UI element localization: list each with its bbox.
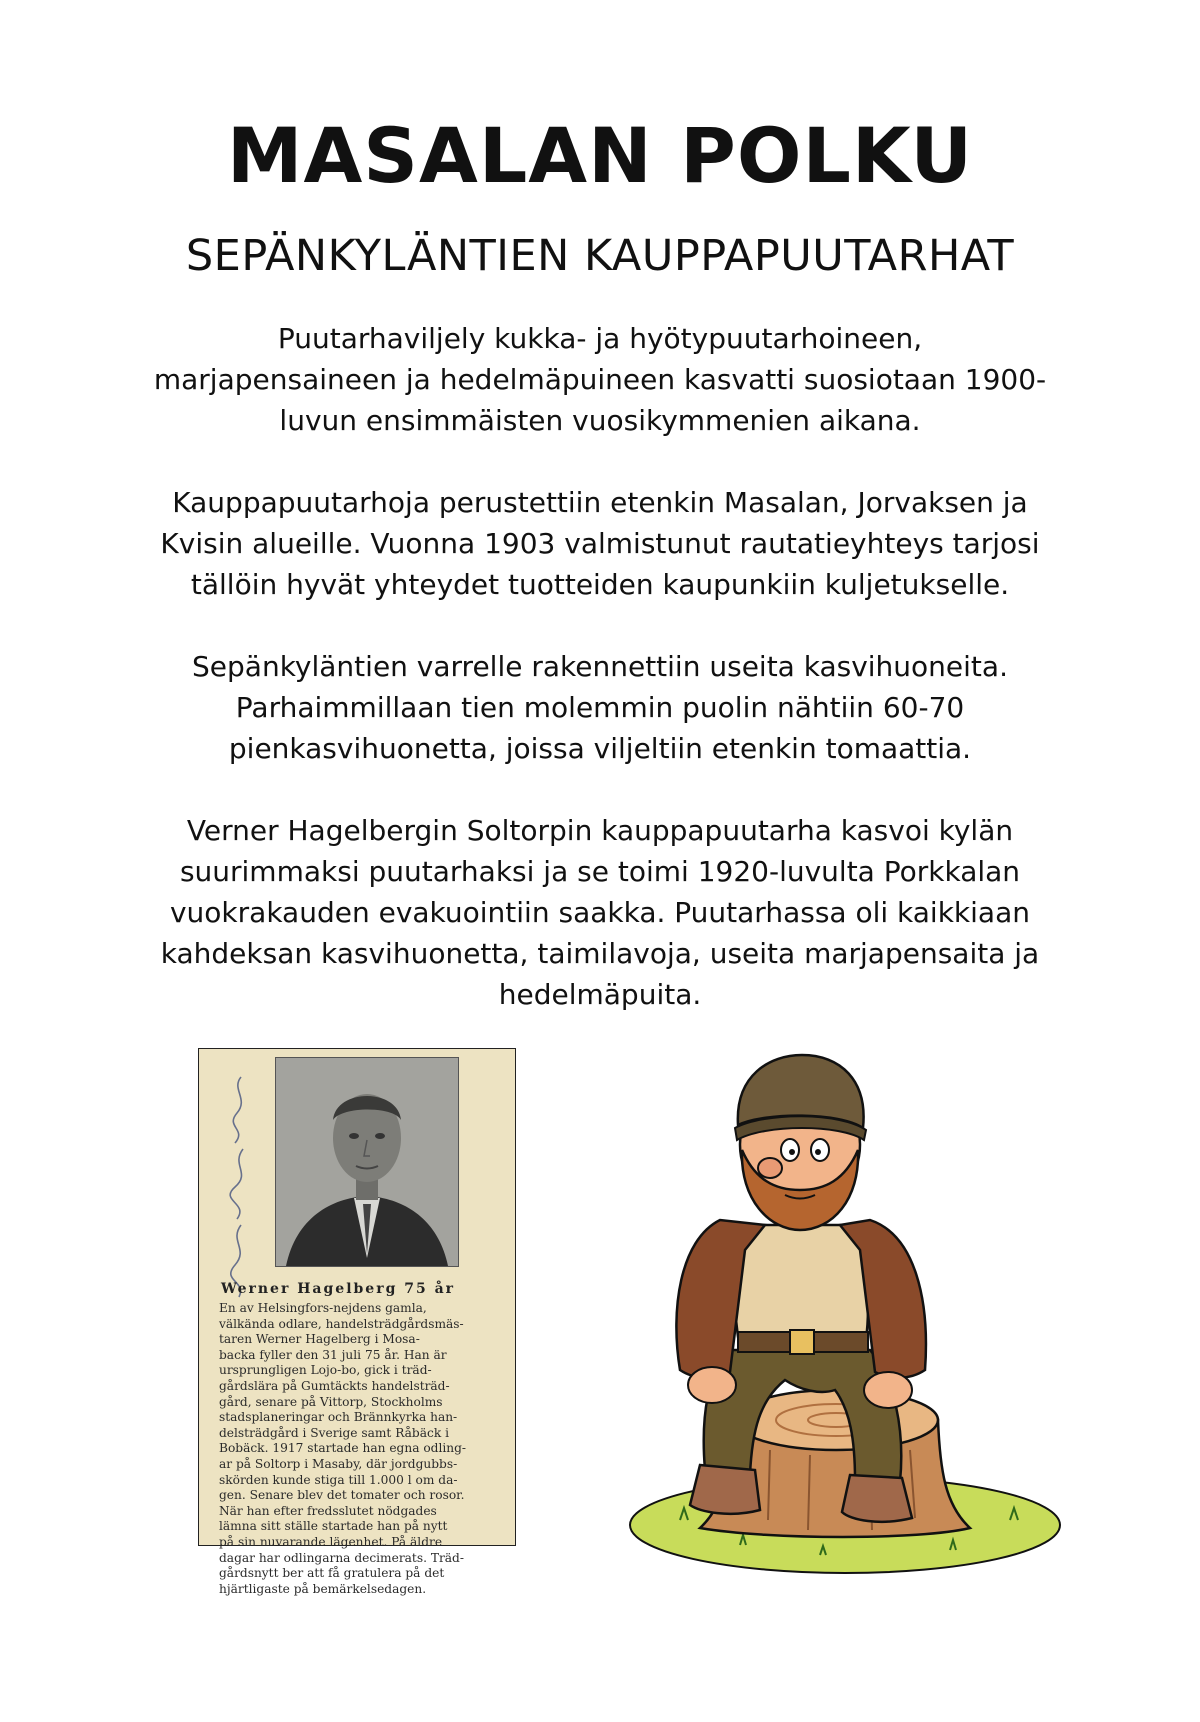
page-title: MASALAN POLKU [226,111,974,200]
paragraph-line: vuokrakauden evakuointiin saakka. Puutarhassa oli kaikkiaan [169,896,1030,929]
clipping-line: dagar har odlingarna decimerats. Träd- [219,1550,464,1565]
paragraph-line: Sepänkyläntien varrelle rakennettiin useita kasvihuoneita. [192,650,1008,683]
portrait-figure [276,1058,458,1266]
clipping-line: När han efter fredsslutet nödgades [219,1503,437,1518]
paragraph-line: luvun ensimmäisten vuosikymmenien aikana. [279,404,921,437]
gardener-character-illustration [620,1050,1070,1575]
left-boot [690,1465,760,1514]
paragraph-line: Kauppapuutarhoja perustettiin etenkin Masalan, Jorvaksen ja [172,486,1028,519]
newspaper-clipping [198,1048,516,1596]
clipping-line: gårdsnytt ber att få gratulera på det [219,1566,445,1581]
clipping-line: Bobäck. 1917 startade han egna odling- [219,1441,467,1456]
clipping-line: taren Werner Hagelberg i Mosa- [219,1332,420,1347]
paragraph-line: Parhaimmillaan tien molemmin puolin nähtiin 60-70 [235,691,965,724]
paragraph-line: tällöin hyvät yhteydet tuotteiden kaupunkiin kuljetukselle. [190,568,1010,601]
clipping-line: lämna sitt ställe startade han på nytt [219,1519,448,1534]
paragraph-line: kahdeksan kasvihuonetta, taimilavoja, useita marjapensaita ja [160,937,1040,970]
left-hand [688,1367,736,1403]
clipping-line: gård, senare på Vittorp, Stockholms [219,1394,443,1409]
paragraph-3 [110,646,1090,769]
clipping-line: hjärtligaste på bemärkelsedagen. [219,1581,427,1596]
clipping-line: ar på Soltorp i Masaby, där jordgubbs- [219,1456,458,1471]
clipping-line: stadsplaneringar och Brännkyrka han- [219,1410,458,1425]
paragraph-line: Verner Hagelbergin Soltorpin kauppapuutarha kasvoi kylän [186,814,1014,847]
clipping-line: gårdslära på Gumtäckts handelsträd- [219,1378,450,1393]
paragraph-4 [110,810,1090,1015]
paragraph-line: suurimmaksi puutarhaksi ja se toimi 1920-luvulta Porkkalan [179,855,1021,888]
body-text [110,318,1090,1056]
clipping-line: på sin nuvarande lägenhet. På äldre [219,1534,443,1549]
right-boot [842,1475,912,1522]
clipping-line: backa fyller den 31 juli 75 år. Han är [219,1347,447,1362]
clipping-line: gen. Senare blev det tomater och rosor. [219,1488,465,1503]
paragraph-1 [110,318,1090,441]
right-hand [864,1372,912,1408]
paragraph-line: hedelmäpuita. [498,978,702,1011]
paragraph-line: Kvisin alueille. Vuonna 1903 valmistunut rautatieyhteys tarjosi [160,527,1040,560]
paragraph-line: Puutarhaviljely kukka- ja hyötypuutarhoineen, [277,322,923,355]
clipping-heading: Werner Hagelberg 75 år [221,1281,456,1297]
clipping-line: skörden kunde stiga till 1.000 l om da- [219,1472,458,1487]
clipping-line: välkända odlare, handelsträdgårdsmäs- [219,1316,464,1331]
handwriting-scribble [221,1069,261,1309]
page-subtitle: SEPÄNKYLÄNTIEN KAUPPAPUUTARHAT [185,231,1015,281]
paragraph-2 [110,482,1090,605]
clipping-line: En av Helsingfors-nejdens gamla, [219,1301,427,1315]
paragraph-line: pienkasvihuonetta, joissa viljeltiin etenkin tomaattia. [228,732,972,765]
portrait-photo [275,1057,459,1267]
clipping-line: ursprungligen Lojo-bo, gick i träd- [219,1363,432,1378]
clipping-text [219,1301,509,1597]
paragraph-line: marjapensaineen ja hedelmäpuineen kasvatti suosiotaan 1900- [153,363,1047,396]
clipping-line: delsträdgård i Sverige samt Råbäck i [219,1425,449,1440]
nose [758,1158,782,1178]
